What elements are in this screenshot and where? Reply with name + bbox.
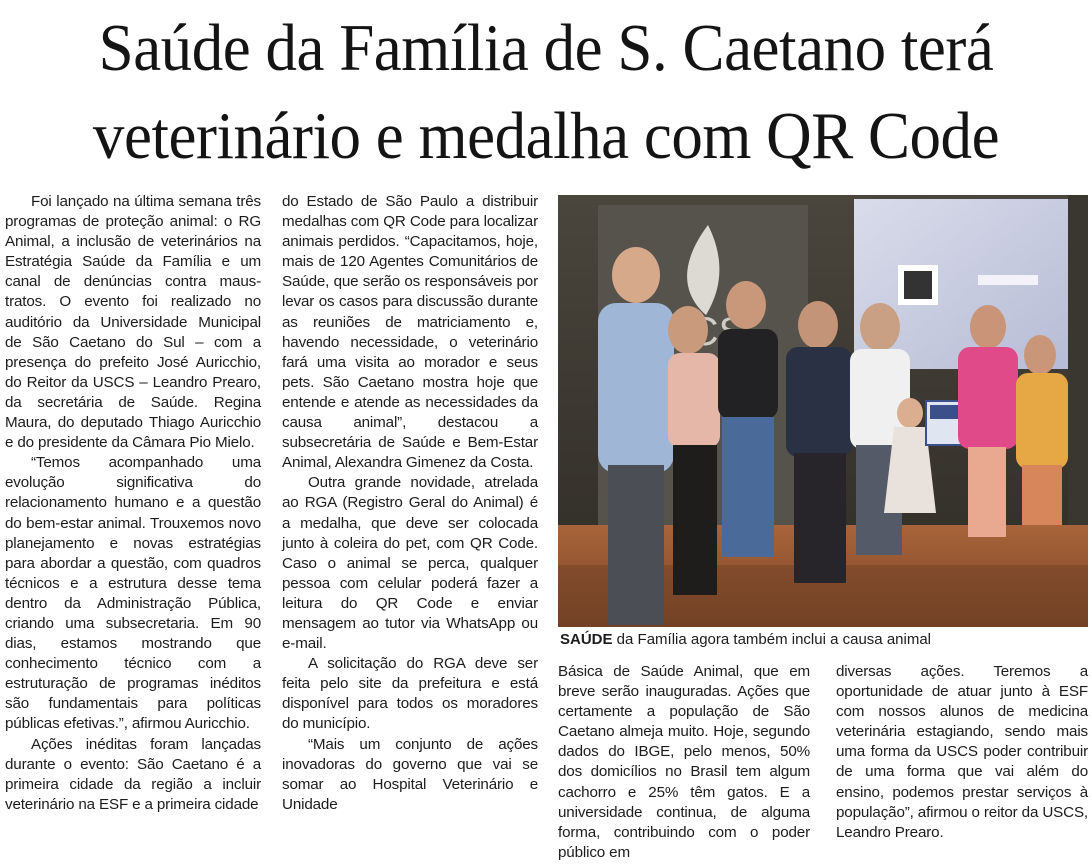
caption-lead: SAÚDE	[560, 631, 613, 648]
article-column-3	[558, 662, 810, 863]
paragraph: “Temos acompanhado uma evolução significativa do relacionamento humano e a questão do bem-estar animal. Trouxemos novo planejamento e novas estratégias para abordar a questão, com quadros técnicos e a estrutura desse tema dentro da Administração Pública, criando uma subsecretaria. Em 90 dias, estamos mostrando que conhecimento técnico com a estruturação de programas inéditos são fundamentais para políticas públicas efetivas.”, afirmou Auricchio.	[5, 454, 261, 733]
paragraph: do Estado de São Paulo a distribuir medalhas com QR Code para localizar animais perdidos. “Capacitamos, hoje, mais de 120 Agentes Comunitários de Saúde, que serão os responsáveis por levar os casos para discussão durante as reuniões de matriciamento e, havendo necessidade, o veterinário fará uma visita ao morador e seus pets. São Caetano mostra hoje que entende e atende as necessidades da causa animal”, destacou a subsecretária de Saúde e Bem-Estar Animal, Alexandra Gimenez da Costa.	[282, 193, 538, 472]
paragraph: Foi lançado na última semana três programas de proteção animal: o RG Animal, a inclusão de veterinários na Estratégia Saúde da Família e um canal de denúncias contra maus-tratos. O evento foi realizado no auditório da Universidade Municipal de São Caetano do Sul – com a presença do prefeito José Auricchio, do Reitor da USCS – Leandro Prearo, da secretária de Saúde. Regina Maura, do deputado Thiago Auricchio e do presidente da Câmara Pio Mielo.	[5, 193, 261, 452]
paragraph: “Mais um conjunto de ações inovadoras do governo que vai se somar ao Hospital Veterinário e Unidade	[282, 735, 538, 813]
photo-illustration	[558, 195, 1088, 627]
paragraph: Básica de Saúde Animal, que em breve serão inauguradas. Ações que certamente a população de São Caetano almeja muito. Hoje, segundo dados do IBGE, pelo menos, 50% dos domicílios no Brasil tem algum cachorro e 25% têm gatos. E a universidade continua, de alguma forma, contribuindo com o poder público em	[558, 663, 810, 861]
paragraph: A solicitação do RGA deve ser feita pelo site da prefeitura e está disponível para todos os moradores do município.	[282, 655, 538, 733]
headline	[33, 4, 1059, 180]
article-column-1	[5, 192, 261, 815]
news-photo	[558, 195, 1088, 627]
photo-caption	[560, 630, 1090, 650]
headline-line-1: Saúde da Família de S. Caetano terá	[98, 11, 994, 85]
headline-line-2: veterinário e medalha com QR Code	[92, 99, 1000, 173]
paragraph: diversas ações. Teremos a oportunidade de atuar junto à ESF com nossos alunos de medicina veterinária estagiando, sendo mais uma forma da USCS poder contribuir de uma forma que vai além do ensino, podemos prestar serviços à população”, afirmou o reitor da USCS, Leandro Prearo.	[836, 663, 1088, 841]
caption-text: da Família agora também inclui a causa animal	[612, 631, 932, 648]
article-column-2	[282, 192, 538, 815]
article-column-4	[836, 662, 1088, 843]
paragraph: Ações inéditas foram lançadas durante o evento: São Caetano é a primeira cidade da região a incluir veterinário na ESF e a primeira cidade	[5, 735, 261, 813]
paragraph: Outra grande novidade, atrelada ao RGA (Registro Geral do Animal) é a medalha, que deve ser colocada junto à coleira do pet, com QR Code. Caso o animal se perca, qualquer pessoa com celular poderá fazer a leitura do QR Code e enviar mensagem ao tutor via WhatsApp ou e-mail.	[282, 474, 538, 653]
